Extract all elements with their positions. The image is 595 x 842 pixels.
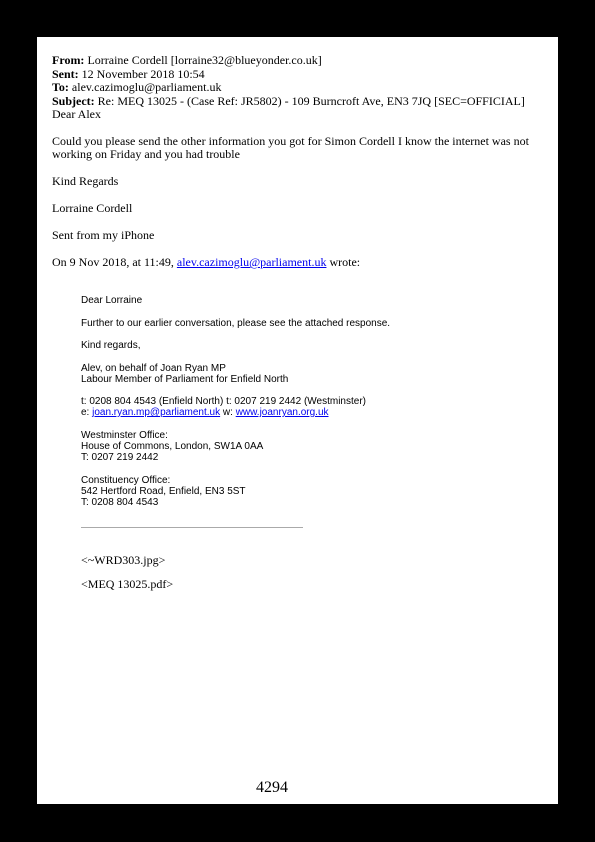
sig-contact-line bbox=[81, 407, 329, 418]
reply-signature: Sent from my iPhone bbox=[52, 228, 155, 242]
email-prefix: e: bbox=[81, 407, 90, 418]
sent-value: 12 November 2018 10:54 bbox=[81, 67, 205, 81]
quote-email-link[interactable]: alev.cazimoglu@parliament.uk bbox=[176, 255, 327, 269]
to-label: To: bbox=[52, 80, 69, 94]
sig-email-link[interactable]: joan.ryan.mp@parliament.uk bbox=[92, 407, 221, 418]
web-prefix: w: bbox=[222, 407, 233, 418]
westminster-phone: T: 0207 219 2442 bbox=[81, 452, 159, 463]
quote-intro bbox=[52, 256, 360, 269]
document-page bbox=[37, 37, 558, 804]
constituency-title: Constituency Office: bbox=[81, 475, 171, 486]
page-number: 4294 bbox=[256, 779, 288, 796]
from-line bbox=[52, 54, 322, 67]
subject-label: Subject: bbox=[52, 94, 95, 108]
quote-prefix: On 9 Nov 2018, at 11:49, bbox=[52, 255, 174, 269]
from-value: Lorraine Cordell [lorraine32@blueyonder.co.uk] bbox=[87, 53, 322, 67]
quote-suffix: wrote: bbox=[329, 255, 361, 269]
reply-body-line-1: Could you please send the other information you got for Simon Cordell I know the internet was not bbox=[52, 134, 529, 148]
subject-line bbox=[52, 95, 525, 108]
sig-website-link[interactable]: www.joanryan.org.uk bbox=[235, 407, 329, 418]
westminster-address: House of Commons, London, SW1A 0AA bbox=[81, 441, 264, 452]
subject-value: Re: MEQ 13025 - (Case Ref: JR5802) - 109 Burncroft Ave, EN3 7JQ [SEC=OFFICIAL] bbox=[97, 94, 525, 108]
constituency-phone: T: 0208 804 4543 bbox=[81, 497, 159, 508]
reply-body-line-2: working on Friday and you had trouble bbox=[52, 147, 240, 161]
to-line bbox=[52, 81, 221, 94]
sig-role: Labour Member of Parliament for Enfield North bbox=[81, 374, 289, 385]
attachment-item[interactable]: <~WRD303.jpg> bbox=[81, 553, 166, 567]
quoted-regards: Kind regards, bbox=[81, 340, 141, 351]
quoted-greeting: Dear Lorraine bbox=[81, 295, 143, 306]
to-value: alev.cazimoglu@parliament.uk bbox=[71, 80, 222, 94]
constituency-address: 542 Hertford Road, Enfield, EN3 5ST bbox=[81, 486, 246, 497]
reply-name: Lorraine Cordell bbox=[52, 201, 133, 215]
sig-name: Alev, on behalf of Joan Ryan MP bbox=[81, 363, 226, 374]
sent-label: Sent: bbox=[52, 67, 79, 81]
signature-divider bbox=[81, 527, 303, 528]
quoted-body: Further to our earlier conversation, please see the attached response. bbox=[81, 318, 391, 329]
from-label: From: bbox=[52, 53, 85, 67]
reply-greeting: Dear Alex bbox=[52, 107, 101, 121]
attachment-item[interactable]: <MEQ 13025.pdf> bbox=[81, 577, 174, 591]
reply-regards: Kind Regards bbox=[52, 174, 119, 188]
westminster-title: Westminster Office: bbox=[81, 430, 168, 441]
sig-phones: t: 0208 804 4543 (Enfield North) t: 0207 219 2442 (Westminster) bbox=[81, 396, 366, 407]
